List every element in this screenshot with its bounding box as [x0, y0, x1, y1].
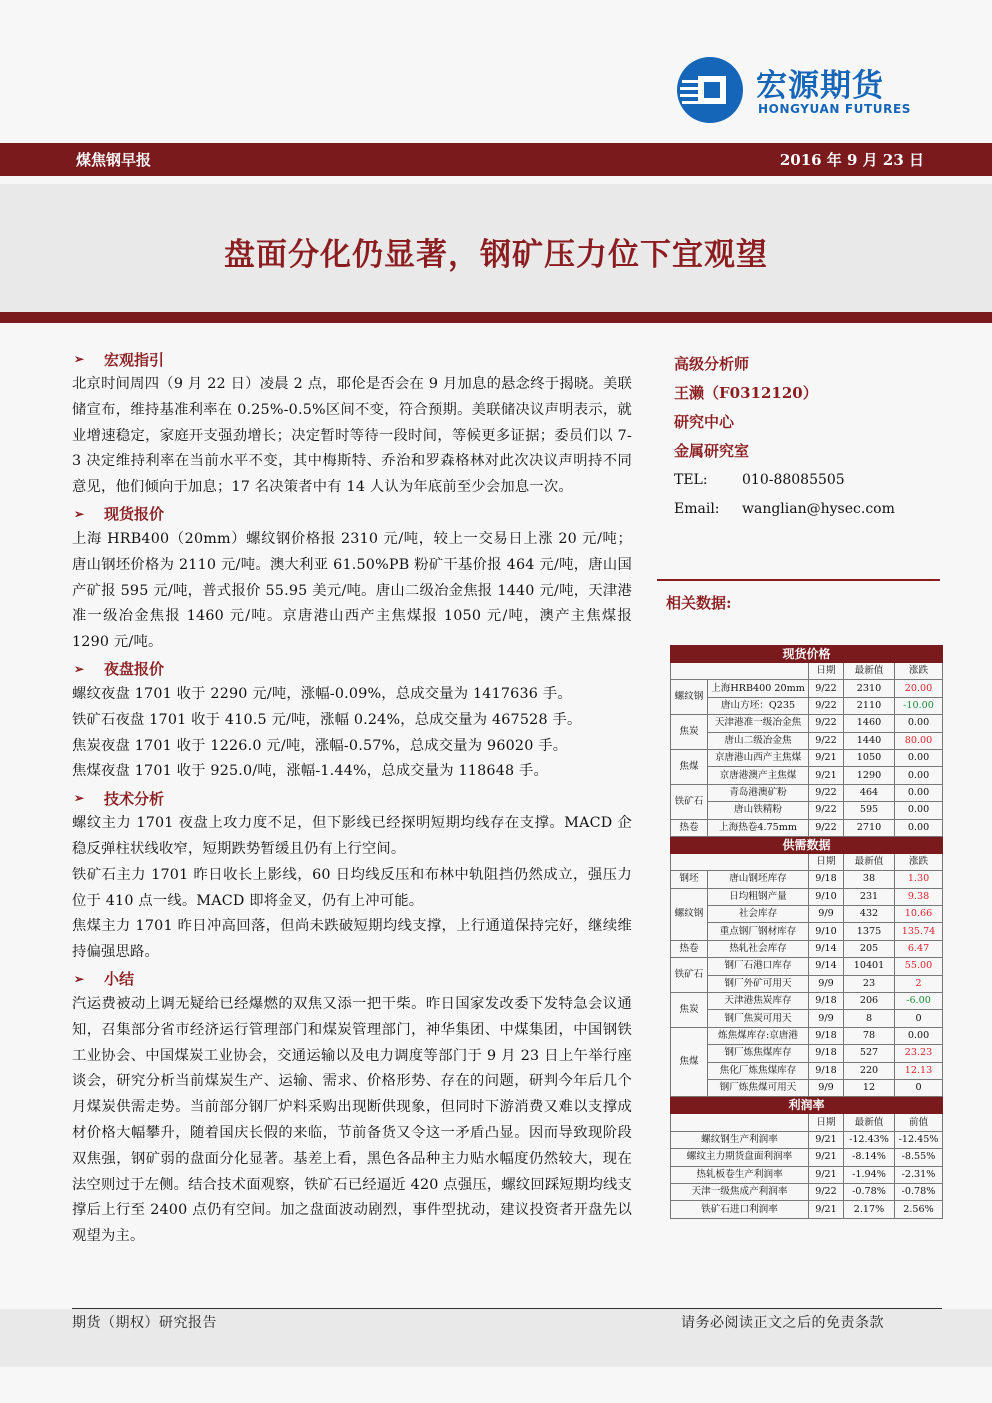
row-item: 热轧板卷生产利润率	[671, 1166, 809, 1183]
row-date: 9/14	[809, 958, 844, 975]
row-change: 0	[895, 1079, 943, 1096]
row-date: 9/18	[809, 871, 844, 888]
row-change: 0.00	[895, 819, 943, 836]
row-date: 9/22	[809, 715, 844, 732]
row-item: 钢厂炼焦煤可用天	[708, 1079, 809, 1096]
row-date: 9/21	[809, 1201, 844, 1218]
row-date: 9/9	[809, 1010, 844, 1027]
row-date: 9/21	[809, 1149, 844, 1166]
row-value: 2310	[844, 680, 895, 697]
table-row	[671, 1166, 943, 1183]
section-title-label: 小结	[104, 970, 135, 989]
row-date: 9/22	[809, 784, 844, 801]
row-value: 1375	[844, 923, 895, 940]
row-item: 唐山方坯：Q235	[708, 697, 809, 714]
analyst-info	[674, 350, 944, 524]
table-row	[671, 1183, 943, 1200]
row-value: 2110	[844, 697, 895, 714]
row-previous: -2.31%	[895, 1166, 943, 1183]
row-value: 1050	[844, 749, 895, 766]
analyst-tel	[674, 466, 944, 495]
table-section-header	[671, 646, 943, 663]
column-header: 日期	[809, 663, 844, 680]
row-date: 9/18	[809, 1027, 844, 1044]
row-value: 206	[844, 993, 895, 1010]
section-paragraph: 螺纹主力 1701 夜盘上攻力度不足，但下影线已经探明短期均线存在支撑。MACD 企稳反弹柱状线收窄，短期跌势暂缓且仍有上行空间。	[72, 815, 632, 857]
email-value[interactable]: wanglian@hysec.com	[742, 501, 895, 517]
row-value: -8.14%	[844, 1149, 895, 1166]
footer-disclaimer: 请务必阅读正文之后的免责条款	[681, 1315, 884, 1331]
table-row	[671, 958, 943, 975]
section-title-label: 现货报价	[104, 505, 165, 524]
row-item: 日均粗钢产量	[708, 888, 809, 905]
section-paragraph: 铁矿石夜盘 1701 收于 410.5 元/吨，涨幅 0.24%，总成交量为 467528 手。	[72, 711, 582, 728]
row-previous: -8.55%	[895, 1149, 943, 1166]
row-value: 205	[844, 940, 895, 957]
table-section-title: 供需数据	[671, 836, 943, 853]
section-title	[72, 656, 632, 682]
logo-chinese-name: 宏源期货	[756, 68, 884, 104]
column-header: 涨跌	[895, 853, 943, 870]
row-date: 9/22	[809, 1183, 844, 1200]
related-data-title: 相关数据:	[666, 594, 732, 612]
row-date: 9/22	[809, 819, 844, 836]
row-change: 12.13	[895, 1062, 943, 1079]
row-item: 钢厂石港口库存	[708, 958, 809, 975]
section-paragraph: 焦炭夜盘 1701 收于 1226.0 元/吨，涨幅-0.57%，总成交量为 96020 手。	[72, 737, 568, 754]
row-date: 9/9	[809, 975, 844, 992]
section-paragraph: 焦煤夜盘 1701 收于 925.0/吨，涨幅-1.44%，总成交量为 118648 手。	[72, 763, 549, 780]
column-header	[671, 853, 809, 870]
sidebar-divider	[657, 579, 940, 581]
row-date: 9/9	[809, 906, 844, 923]
row-value: 10401	[844, 958, 895, 975]
table-row	[671, 871, 943, 888]
column-header: 日期	[809, 1114, 844, 1131]
row-date: 9/21	[809, 1166, 844, 1183]
row-item: 青岛港澳矿粉	[708, 784, 809, 801]
section-paragraph: 铁矿石主力 1701 昨日收长上影线，60 日均线反压和布林中轨阻挡仍然成立，强压力位于 410 点一线。MACD 即将金叉，仍有上冲可能。	[72, 866, 632, 909]
table-section-title: 现货价格	[671, 646, 943, 663]
table-row	[671, 715, 943, 732]
row-item: 重点钢厂钢材库存	[708, 923, 809, 940]
arrow-bullet-icon: ➢	[74, 791, 85, 806]
column-header: 前值	[895, 1114, 943, 1131]
report-date: 2016 年 9 月 23 日	[779, 151, 924, 169]
row-date: 9/9	[809, 1079, 844, 1096]
table-section-header	[671, 1097, 943, 1114]
arrow-bullet-icon: ➢	[74, 661, 85, 676]
row-item: 焦化厂炼焦煤库存	[708, 1062, 809, 1079]
row-item: 天津港准一级冶金焦	[708, 715, 809, 732]
row-item: 唐山二级冶金焦	[708, 732, 809, 749]
row-date: 9/22	[809, 697, 844, 714]
row-group-label: 螺纹钢	[671, 680, 708, 715]
row-value: 1460	[844, 715, 895, 732]
row-date: 9/10	[809, 888, 844, 905]
analyst-role: 高级分析师	[674, 355, 750, 373]
row-change: 20.00	[895, 680, 943, 697]
row-date: 9/21	[809, 749, 844, 766]
row-previous: -0.78%	[895, 1183, 943, 1200]
row-date: 9/18	[809, 993, 844, 1010]
arrow-bullet-icon: ➢	[74, 352, 85, 366]
section-title-label: 夜盘报价	[104, 660, 165, 679]
row-value: 527	[844, 1045, 895, 1062]
section-title	[72, 966, 632, 992]
row-change: 6.47	[895, 940, 943, 957]
row-change: 1.30	[895, 871, 943, 888]
row-date: 9/21	[809, 1131, 844, 1148]
row-date: 9/21	[809, 767, 844, 784]
arrow-bullet-icon: ➢	[74, 506, 85, 521]
table-row	[671, 940, 943, 957]
section-paragraph: 螺纹夜盘 1701 收于 2290 元/吨，涨幅-0.09%，总成交量为 1417636 手。	[72, 685, 572, 702]
report-header-bar	[0, 143, 992, 176]
analyst-name: 王濑（F0312120）	[674, 384, 818, 402]
page-title: 盘面分化仍显著，钢矿压力位下宜观望	[224, 237, 768, 273]
report-name: 煤焦钢早报	[76, 151, 152, 169]
section-paragraph: 北京时间周四（9 月 22 日）凌晨 2 点，耶伦是否会在 9 月加息的悬念终于揭晓。美联储宣布，维持基准利率在 0.25%-0.5%区间不变，符合预期。美联储决议声明表示，就业增速稳定，家庭开支强劲增长；决定暂时等待一段时间，等候更多证据；委员们以 7-3 决定维持利率在当前水平不变，其中梅斯特、乔治和罗森格林对此次决议声明持不同意见，他们倾向于加息；17 名决策者中有 14 人认为年底前至少会加息一次。	[72, 376, 632, 496]
row-item: 天津港焦炭库存	[708, 993, 809, 1010]
table-row	[671, 1131, 943, 1148]
row-item: 炼焦煤库存:京唐港	[708, 1027, 809, 1044]
row-group-label: 铁矿石	[671, 784, 708, 819]
hongyuan-logo-icon	[676, 56, 744, 124]
row-date: 9/14	[809, 940, 844, 957]
row-item: 天津一级焦成产利润率	[671, 1183, 809, 1200]
row-group-label: 热卷	[671, 940, 708, 957]
row-change: 0.00	[895, 767, 943, 784]
section-paragraph: 焦煤主力 1701 昨日冲高回落，但尚未跌破短期均线支撑，上行通道保持完好，继续维持偏强思路。	[72, 918, 632, 961]
row-change: -10.00	[895, 697, 943, 714]
row-item: 热轧社会库存	[708, 940, 809, 957]
table-row	[671, 906, 943, 923]
column-header	[671, 663, 809, 680]
table-column-header	[671, 1114, 943, 1131]
row-item: 上海HRB400 20mm	[708, 680, 809, 697]
section-paragraph: 汽运费被动上调无疑给已经爆燃的双焦又添一把干柴。昨日国家发改委下发特急会议通知，召集部分省市经济运行管理部门和煤炭管理部门，神华集团、中煤集团，中国钢铁工业协会、中国煤炭工业协会，交通运输以及电力调度等部门于 9 月 23 日上午举行座谈会，研究分析当前煤炭生产、运输、需求、价格形势、存在的问题，研判今年后几个月煤炭供需走势。当前部分钢厂炉料采购出现断供现象，但同时下游消费又难以支撑成材价格大幅攀升，随着国庆长假的来临，节前备货又令这一矛盾凸显。因而导致现阶段双焦强，钢矿弱的盘面分化显著。基差上看，黑色各品种主力贴水幅度仍然较大，现在法空则过于左侧。结合技术面观察，铁矿石已经逼近 420 点强压，螺纹回踩短期均线支撑后上行至 2400 点仍有空间。加之盘面波动剧烈，事件型扰动，建议投资者开盘先以观望为主。	[72, 995, 632, 1245]
table-row	[671, 923, 943, 940]
row-value: 23	[844, 975, 895, 992]
row-value: 1440	[844, 732, 895, 749]
table-column-header	[671, 853, 943, 870]
table-row	[671, 1045, 943, 1062]
row-group-label: 焦煤	[671, 749, 708, 784]
row-item: 京唐港澳产主焦煤	[708, 767, 809, 784]
related-data-table	[670, 645, 943, 1219]
table-row	[671, 819, 943, 836]
row-change: 0.00	[895, 784, 943, 801]
row-item: 社会库存	[708, 906, 809, 923]
section-paragraph: 上海 HRB400（20mm）螺纹钢价格报 2310 元/吨，较上一交易日上涨 20 元/吨；唐山钢坯价格为 2110 元/吨。澳大利亚 61.50%PB 粉矿干基价报 464 元/吨，唐山国产矿报 595 元/吨，普式报价 55.95 美元/吨。唐山二级冶金焦报 1440 元/吨，天津港准一级冶金焦报 1460 元/吨。京唐港山西产主焦煤报 1050 元/吨，澳产主焦煤报 1290 元/吨。	[72, 530, 632, 651]
column-header	[671, 1114, 809, 1131]
table-row	[671, 975, 943, 992]
row-change: 55.00	[895, 958, 943, 975]
column-header: 最新值	[844, 853, 895, 870]
tel-value: 010-88085505	[742, 472, 845, 488]
table-row	[671, 993, 943, 1010]
row-date: 9/18	[809, 1062, 844, 1079]
table-row	[671, 1010, 943, 1027]
column-header: 涨跌	[895, 663, 943, 680]
table-row	[671, 732, 943, 749]
email-label: Email:	[674, 501, 720, 517]
row-item: 上海热卷4.75mm	[708, 819, 809, 836]
row-change: 23.23	[895, 1045, 943, 1062]
row-group-label: 铁矿石	[671, 958, 708, 993]
section-title-label: 技术分析	[104, 789, 165, 808]
row-change: 0.00	[895, 1027, 943, 1044]
analyst-team: 金属研究室	[674, 442, 750, 460]
table-row	[671, 784, 943, 801]
arrow-bullet-icon: ➢	[74, 971, 85, 986]
row-change: 80.00	[895, 732, 943, 749]
row-change: 2	[895, 975, 943, 992]
headline-divider	[0, 312, 992, 323]
table-row	[671, 749, 943, 766]
row-group-label: 钢坯	[671, 871, 708, 888]
company-logo	[676, 56, 936, 126]
section-title	[72, 785, 632, 811]
row-date: 9/22	[809, 732, 844, 749]
row-value: 464	[844, 784, 895, 801]
row-change: 9.38	[895, 888, 943, 905]
row-value: 78	[844, 1027, 895, 1044]
row-value: 2.17%	[844, 1201, 895, 1218]
row-value: 595	[844, 802, 895, 819]
row-change: 0	[895, 1010, 943, 1027]
table-row	[671, 1149, 943, 1166]
row-item: 钢厂焦炭可用天	[708, 1010, 809, 1027]
row-group-label: 螺纹钢	[671, 888, 708, 940]
table-row	[671, 1079, 943, 1096]
row-value: 8	[844, 1010, 895, 1027]
row-date: 9/10	[809, 923, 844, 940]
section-title	[72, 346, 632, 372]
row-item: 螺纹钢生产利润率	[671, 1131, 809, 1148]
row-value: 231	[844, 888, 895, 905]
row-item: 钢厂外矿可用天	[708, 975, 809, 992]
row-date: 9/22	[809, 802, 844, 819]
row-value: -1.94%	[844, 1166, 895, 1183]
row-value: 1290	[844, 767, 895, 784]
row-value: 432	[844, 906, 895, 923]
tel-label: TEL:	[674, 472, 708, 488]
row-value: 2710	[844, 819, 895, 836]
row-value: -12.43%	[844, 1131, 895, 1148]
row-change: -6.00	[895, 993, 943, 1010]
logo-english-name: HONGYUAN FUTURES	[758, 102, 911, 116]
table-row	[671, 1027, 943, 1044]
row-item: 唐山铁精粉	[708, 802, 809, 819]
table-row	[671, 1201, 943, 1218]
analyst-dept: 研究中心	[674, 413, 735, 431]
row-change: 135.74	[895, 923, 943, 940]
main-content	[72, 346, 632, 1250]
column-header: 最新值	[844, 1114, 895, 1131]
table-row	[671, 767, 943, 784]
table-section-header	[671, 836, 943, 853]
row-change: 0.00	[895, 715, 943, 732]
column-header: 日期	[809, 853, 844, 870]
section-title	[72, 501, 632, 527]
row-date: 9/18	[809, 1045, 844, 1062]
row-item: 铁矿石进口利润率	[671, 1201, 809, 1218]
row-value: 38	[844, 871, 895, 888]
footer-report-type: 期货（期权）研究报告	[72, 1315, 217, 1331]
table-section-title: 利润率	[671, 1097, 943, 1114]
row-group-label: 热卷	[671, 819, 708, 836]
row-group-label: 焦炭	[671, 993, 708, 1028]
analyst-email	[674, 495, 944, 524]
table-row	[671, 1062, 943, 1079]
row-value: 220	[844, 1062, 895, 1079]
row-group-label: 焦煤	[671, 1027, 708, 1097]
row-change: 0.00	[895, 749, 943, 766]
row-change: 0.00	[895, 802, 943, 819]
row-value: 12	[844, 1079, 895, 1096]
table-row	[671, 697, 943, 714]
table-row	[671, 888, 943, 905]
table-row	[671, 802, 943, 819]
column-header: 最新值	[844, 663, 895, 680]
row-item: 螺纹主力期货盘面利润率	[671, 1149, 809, 1166]
section-title-label: 宏观指引	[104, 350, 165, 369]
table-row	[671, 680, 943, 697]
row-item: 钢厂炼焦煤库存	[708, 1045, 809, 1062]
row-change: 10.66	[895, 906, 943, 923]
row-previous: 2.56%	[895, 1201, 943, 1218]
row-item: 唐山钢坯库存	[708, 871, 809, 888]
row-group-label: 焦炭	[671, 715, 708, 750]
row-previous: -12.45%	[895, 1131, 943, 1148]
row-date: 9/22	[809, 680, 844, 697]
row-item: 京唐港山西产主焦煤	[708, 749, 809, 766]
row-value: -0.78%	[844, 1183, 895, 1200]
table-column-header	[671, 663, 943, 680]
